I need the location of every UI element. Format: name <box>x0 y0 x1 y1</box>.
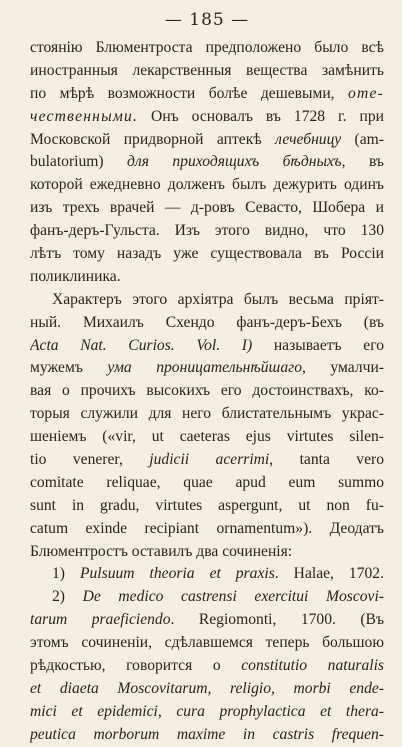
text-line <box>30 586 384 609</box>
text-run: , умалчи- <box>302 359 384 377</box>
emphasis-text: De medico castrensi exercitui Moscovi- <box>82 588 384 606</box>
text-line <box>30 655 384 678</box>
text-line <box>30 289 384 312</box>
text-line <box>30 266 384 289</box>
emphasis-text: et diaeta Moscovitarum, religio, morbi ende- <box>30 679 384 697</box>
text-run: изъ трехъ врачей — д-ровъ Севасто, Шобера и <box>30 199 384 217</box>
text-line <box>30 380 384 403</box>
text-run: (am- <box>341 130 384 148</box>
text-line <box>30 724 384 747</box>
text-run: лѣтъ тому назадъ уже существовала въ Россіи <box>30 245 384 263</box>
text-run: , въ <box>341 153 384 171</box>
text-line <box>30 426 384 449</box>
emphasis-text: mici et epidemici, cura prophylactica et thera- <box>30 702 384 720</box>
text-run: bulatorium) <box>30 153 128 171</box>
text-line <box>30 403 384 426</box>
text-line <box>30 220 384 243</box>
text-line <box>30 197 384 220</box>
text-run: . Regiomonti, 1700. (Въ <box>170 611 384 629</box>
text-run: шеніемъ («vir, ut caeteras ejus virtutes silen- <box>30 428 384 446</box>
emphasis-text: judicii acerrimi <box>149 451 270 469</box>
emphasis-text: чественными. <box>30 107 139 125</box>
text-run: фанъ-деръ-Гульста. Изъ этого видно, что 130 <box>30 222 384 240</box>
text-run: 2) <box>52 588 83 606</box>
text-run: стоянію Блюментроста предположено было всѣ <box>30 39 384 56</box>
text-run: comitate reliquae, quae apud eum summo <box>30 473 384 491</box>
text-run: называетъ его <box>252 336 384 354</box>
text-run: Онъ основалъ въ 1728 г. при <box>138 107 384 125</box>
page-number: — 185 — <box>164 10 250 30</box>
text-run: Характеръ этого архіятра былъ весьма пріят- <box>52 290 384 308</box>
text-line <box>30 678 384 701</box>
text-run: . Halae, 1702. <box>274 565 384 583</box>
text-run: торыя служили для него блистательнымъ украс- <box>30 405 384 423</box>
emphasis-text: Pulsuum theoria et praxis <box>79 565 275 583</box>
emphasis-text: peutica morborum maxime in castris frequen- <box>30 725 384 743</box>
text-line <box>30 701 384 724</box>
emphasis-text: tarum praeficiendo <box>30 611 171 629</box>
text-line <box>30 37 384 60</box>
text-run: мужемъ <box>30 359 108 377</box>
text-run: ный. Михаилъ Схендо фанъ-деръ-Бехъ (въ <box>30 313 384 331</box>
emphasis-text: ума проницательнѣйшаго <box>107 359 302 377</box>
text-line <box>30 151 384 174</box>
text-line <box>30 563 384 586</box>
emphasis-text: Acta Nat. Curios. Vol. I) <box>30 336 253 354</box>
text-line <box>30 335 384 358</box>
text-run: Московской придворной аптекѣ <box>30 130 276 148</box>
text-run: по мѣрѣ возможности болѣе дешевыми, <box>30 84 349 102</box>
text-line <box>30 312 384 335</box>
text-run: 1) <box>52 565 80 583</box>
emphasis-text: для приходящихъ бѣдныхъ <box>127 153 342 171</box>
text-run: рѣдкостью, говорится о <box>30 657 242 675</box>
text-run: catum exinde recipiant ornamentum»). Деодатъ <box>30 519 384 537</box>
body-text <box>30 37 384 747</box>
text-line <box>30 357 384 380</box>
text-run: этомъ сочиненіи, сдѣлавшемся теперь большою <box>30 634 384 652</box>
text-line <box>30 609 384 632</box>
text-line <box>30 541 384 564</box>
emphasis-text: оте- <box>348 84 384 102</box>
text-line <box>30 83 384 106</box>
text-run: которой ежедневно долженъ былъ дежурить одинъ <box>30 176 384 194</box>
text-run: Блюментростъ оставилъ два сочиненія: <box>30 542 293 560</box>
text-run: sunt in gradu, virtutes aspergunt, ut non fu- <box>30 496 384 514</box>
text-run: вая о прочихъ высокихъ его достоинствахъ, ко- <box>30 382 384 400</box>
text-line <box>30 632 384 655</box>
text-line <box>30 60 384 83</box>
text-line <box>30 449 384 472</box>
text-line <box>30 106 384 129</box>
text-run: иностранныя лекарственныя вещества замѣнить <box>30 61 384 79</box>
text-run: поликлиника. <box>30 267 121 285</box>
text-line <box>30 495 384 518</box>
text-line <box>30 174 384 197</box>
text-line <box>30 129 384 152</box>
text-run: tio venerer, <box>30 451 150 469</box>
text-line <box>30 243 384 266</box>
emphasis-text: constitutio naturalis <box>241 657 384 675</box>
text-run: , tanta vero <box>269 451 384 469</box>
text-line <box>30 518 384 541</box>
emphasis-text: лечебницу <box>275 130 342 148</box>
text-line <box>30 472 384 495</box>
